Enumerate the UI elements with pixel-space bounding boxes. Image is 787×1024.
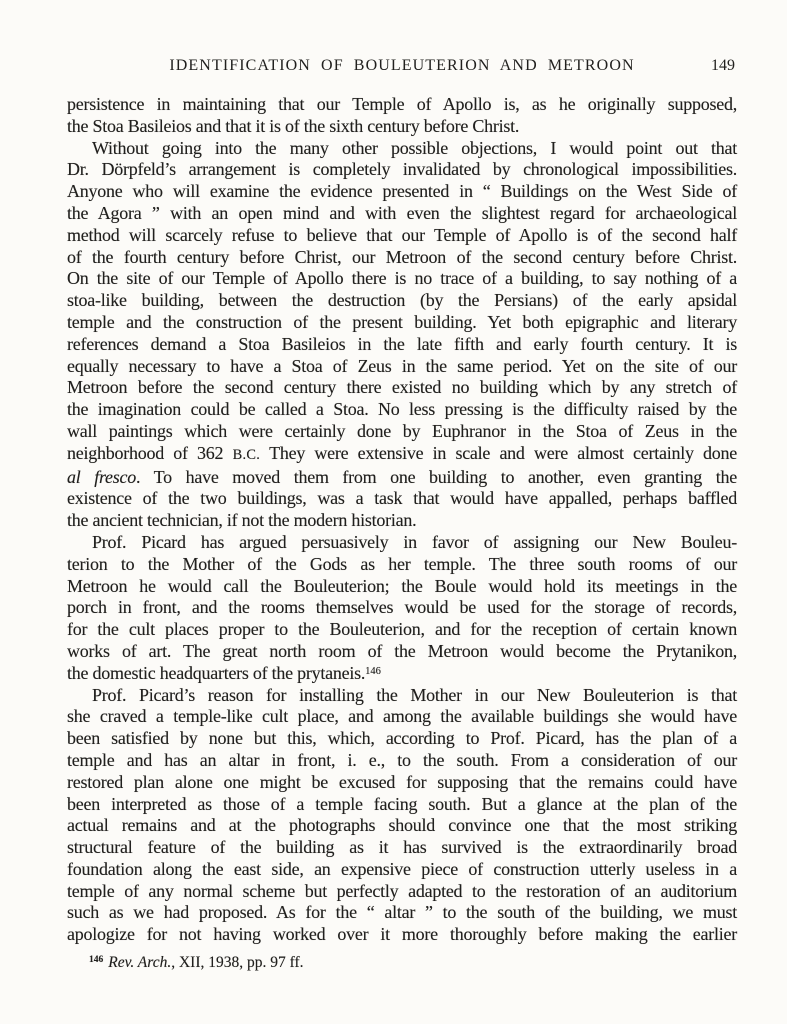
text-line: been interpreted as those of a temple facing south. But a glance at the plan of the [67, 793, 737, 814]
text-line: persistence in maintaining that our Temple of Apollo is, as he originally supposed, [67, 94, 737, 114]
text-line: temple and has an altar in front, i. e., to the south. From a consideration of our [67, 749, 737, 770]
footnote-reference: , XII, 1938, pp. 97 ff. [171, 954, 304, 972]
text-line: Prof. Picard has argued persuasively in favor of assigning our New Bouleu- [92, 531, 737, 552]
text-line: of the fourth century before Christ, our Metroon of the second century before Christ. [67, 246, 737, 267]
text-line: wall paintings which were certainly done by Euphranor in the Stoa of Zeus in the [67, 420, 737, 441]
text-line: temple of any normal scheme but perfectly adapted to the restoration of an auditorium [67, 880, 737, 901]
text-line: temple and the construction of the present building. Yet both epigraphic and literary [67, 311, 737, 332]
text-line: restored plan alone one might be excused for supposing that the remains could have [67, 771, 737, 792]
text-line: stoa-like building, between the destruction (by the Persians) of the early apsidal [67, 290, 737, 311]
text-column [67, 56, 737, 972]
text-line: Without going into the many other possible objections, I would point out that [92, 137, 737, 158]
text-line: neighborhood of 362 B.C. They were extensive in scale and were almost certainly done [67, 442, 737, 463]
text-line: the Agora ” with an open mind and with even the slightest regard for archaeological [67, 202, 737, 223]
text-line: works of art. The great north room of the Metroon would become the Prytanikon, [67, 640, 737, 661]
text-line: terion to the Mother of the Gods as her temple. The three south rooms of our [67, 553, 737, 574]
paragraph [67, 532, 737, 685]
text-line: Metroon he would call the Bouleuterion; the Boule would hold its meetings in the [67, 575, 737, 596]
paragraph [67, 138, 737, 532]
text-line: the imagination could be called a Stoa. No less pressing is the difficulty raised by the [67, 399, 737, 420]
text-line: the ancient technician, if not the modern historian. [67, 510, 417, 531]
footnote-journal: Rev. Arch. [108, 954, 172, 972]
text-line: Anyone who will examine the evidence presented in “ Buildings on the West Side of [67, 181, 737, 202]
text-line: actual remains and at the photographs should convince one that the most striking [67, 815, 737, 836]
footnote [67, 953, 737, 972]
text-line: she craved a temple-like cult place, and among the available buildings she would have [67, 706, 737, 727]
text-line: such as we had proposed. As for the “ altar ” to the south of the building, we must [67, 902, 737, 923]
text-line: existence of the two buildings, was a task that would have appalled, perhaps baffled [67, 488, 737, 509]
page-number: 149 [711, 57, 735, 74]
text-line: the Stoa Basileios and that it is of the sixth century before Christ. [67, 115, 520, 136]
text-line: equally necessary to have a Stoa of Zeus in the same period. Yet on the site of our [67, 355, 737, 376]
footnote-number: 146 [89, 955, 104, 966]
text-line: Prof. Picard’s reason for installing the Mother in our New Bouleuterion is that [92, 684, 737, 705]
paragraph [67, 94, 737, 138]
text-line: method will scarcely refuse to believe that our Temple of Apollo is of the second half [67, 224, 737, 245]
page-title: IDENTIFICATION OF BOULEUTERION AND METROON [169, 57, 635, 74]
paragraph [67, 685, 737, 947]
page-body [67, 94, 737, 946]
text-line: the domestic headquarters of the prytaneis.$^{146}$ [67, 662, 381, 683]
text-line: been satisfied by none but this, which, according to Prof. Picard, has the plan of a [67, 728, 737, 749]
text-line: Dr. Dörpfeld’s arrangement is completely invalidated by chronological impossibilities. [67, 159, 737, 180]
text-line: porch in front, and the rooms themselves would be used for the storage of records, [67, 597, 737, 618]
text-line: al fresco. To have moved them from one building to another, even granting the [67, 466, 738, 487]
text-line: On the site of our Temple of Apollo there is no trace of a building, to say nothing of a [67, 268, 737, 289]
text-line: for the cult places proper to the Bouleuterion, and for the reception of certain known [67, 619, 737, 640]
text-line: apologize for not having worked over it more thoroughly before making the earlier [67, 924, 737, 945]
text-line: foundation along the east side, an expensive piece of construction utterly useless in a [67, 858, 737, 879]
running-header [67, 56, 737, 76]
text-line: Metroon before the second century there existed no building which by any stretch of [67, 377, 737, 398]
text-line: structural feature of the building as it has survived is the extraordinarily broad [67, 837, 737, 858]
text-line: references demand a Stoa Basileios in the late fifth and early fourth century. It is [67, 333, 737, 354]
